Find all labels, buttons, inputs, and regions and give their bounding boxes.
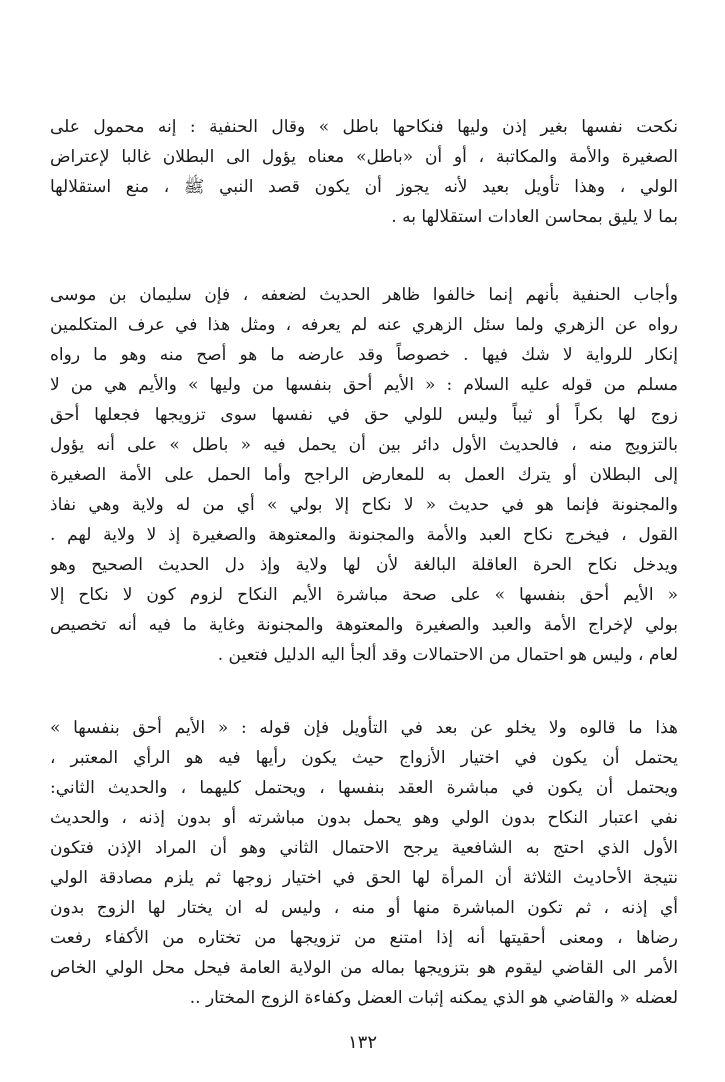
text-line: بولي لإخراج الأمة والعبد والصغيرة والمعتوهة والمجنونة وغاية ما فيه أنه تخصيص [50,615,678,635]
paragraph-2 [50,280,678,670]
paragraph-1 [50,112,678,232]
text-line: لعام ، وليس هو احتمال من الاحتمالات وقد ألجأ اليه الدليل فتعين . [217,645,678,665]
text-line: الأمر الى القاضي ليقوم هو بتزويجها بماله من الولاية العامة فيحل محل الولي الخاص [50,958,678,978]
text-line: يحتمل أن يكون في اختيار الأزواج حيث يكون رأيها فيه هو الرأي المعتبر ، [50,748,678,768]
text-line: إلى البطلان أو يترك العمل به للمعارض الراجح وأما الحمل على الأمة الصغيرة [50,465,678,485]
text-line: ويدخل نكاح الحرة العاقلة البالغة لأن لها ولاية وإذ دل الحديث الصحيح وهو [50,555,678,575]
text-line: رواه عن الزهري ولما سئل الزهري عنه لم يعرفه ، ومثل هذا في عرف المتكلمين [50,315,678,335]
text-line: إنكار للرواية لا شك فيها . خصوصاً وقد عارضه ما هو أصح منه وهو ما رواه [50,345,678,365]
page-number: ١٣٢ [347,1032,377,1053]
text-line: رضاها ، ومعنى أحقيتها أنه إذا امتنع من تزويجها من تختاره من الأكفاء رفعت [50,928,678,948]
text-line: بالتزويج منه ، فالحديث الأول دائر بين أن يحمل فيه « باطل » على أنه يؤول [50,435,678,455]
page-body [50,112,678,1013]
text-line: « الأيم أحق بنفسها » على صحة مباشرة الأيم النكاح لزوم كون لا نكاح إلا [50,585,678,605]
text-line: الصغيرة والأمة والمكاتبة ، أو أن «باطل» معناه يؤول الى البطلان غالبا لإعتراض [50,147,678,167]
paragraph-gap [50,232,678,280]
paragraph-3 [50,713,678,1013]
text-line: وأجاب الحنفية بأنهم إنما خالفوا ظاهر الحديث لضعفه ، فإن سليمان بن موسى [50,285,678,305]
text-line: بما لا يليق بمحاسن العادات استقلالها به . [391,207,678,227]
text-line: القول ، فيخرج نكاح العبد والأمة والمجنونة والمعتوهة والصغيرة إذ لا ولاية لهم . [50,525,678,545]
text-line: الولي ، وهذا تأويل بعيد لأنه يجوز أن يكون قصد النبي ﷺ ، منع استقلالها [50,177,678,197]
text-line: نكحت نفسها بغير إذن وليها فنكاحها باطل » وقال الحنفية : إنه محمول على [50,117,678,137]
text-line: والمجنونة فإنما هو في حديث « لا نكاح إلا بولي » أي من له ولاية وهي نفاذ [50,495,678,515]
text-line: نتيجة الأحاديث الثلاثة أن المرأة لها الحق في اختيار زوجها ثم يلزم مصادقة الولي [50,868,678,888]
text-line: ويحتمل أن يكون في مباشرة العقد بنفسها ، ويحتمل كليهما ، والحديث الثاني: [50,778,678,798]
text-line: هذا ما قالوه ولا يخلو عن بعد في التأويل فإن قوله : « الأيم أحق بنفسها » [50,718,678,738]
text-line: أي إذنه ، ثم تكون المباشرة منها أو منه ، وليس له ان يختار لها الزوج بدون [50,898,678,918]
text-line: زوج لها بكراً أو ثيباً وليس للولي حق في نفسها سوى تزويجها فجعلها أحق [50,405,678,425]
text-line: الأول الذي احتج به الشافعية يرجح الاحتمال الثاني وهو أن المراد الإذن فتكون [50,838,678,858]
text-line: لعضله « والقاضي هو الذي يمكنه إثبات العضل وكفاءة الزوج المختار .. [189,988,678,1008]
text-line: نفي اعتبار النكاح بدون الولي وهو يحمل بدون مباشرته أو بدون إذنه ، والحديث [50,808,678,828]
text-line: مسلم من قوله عليه السلام : « الأيم أحق بنفسها من وليها » والأيم هي من لا [50,375,678,395]
paragraph-gap [50,670,678,713]
